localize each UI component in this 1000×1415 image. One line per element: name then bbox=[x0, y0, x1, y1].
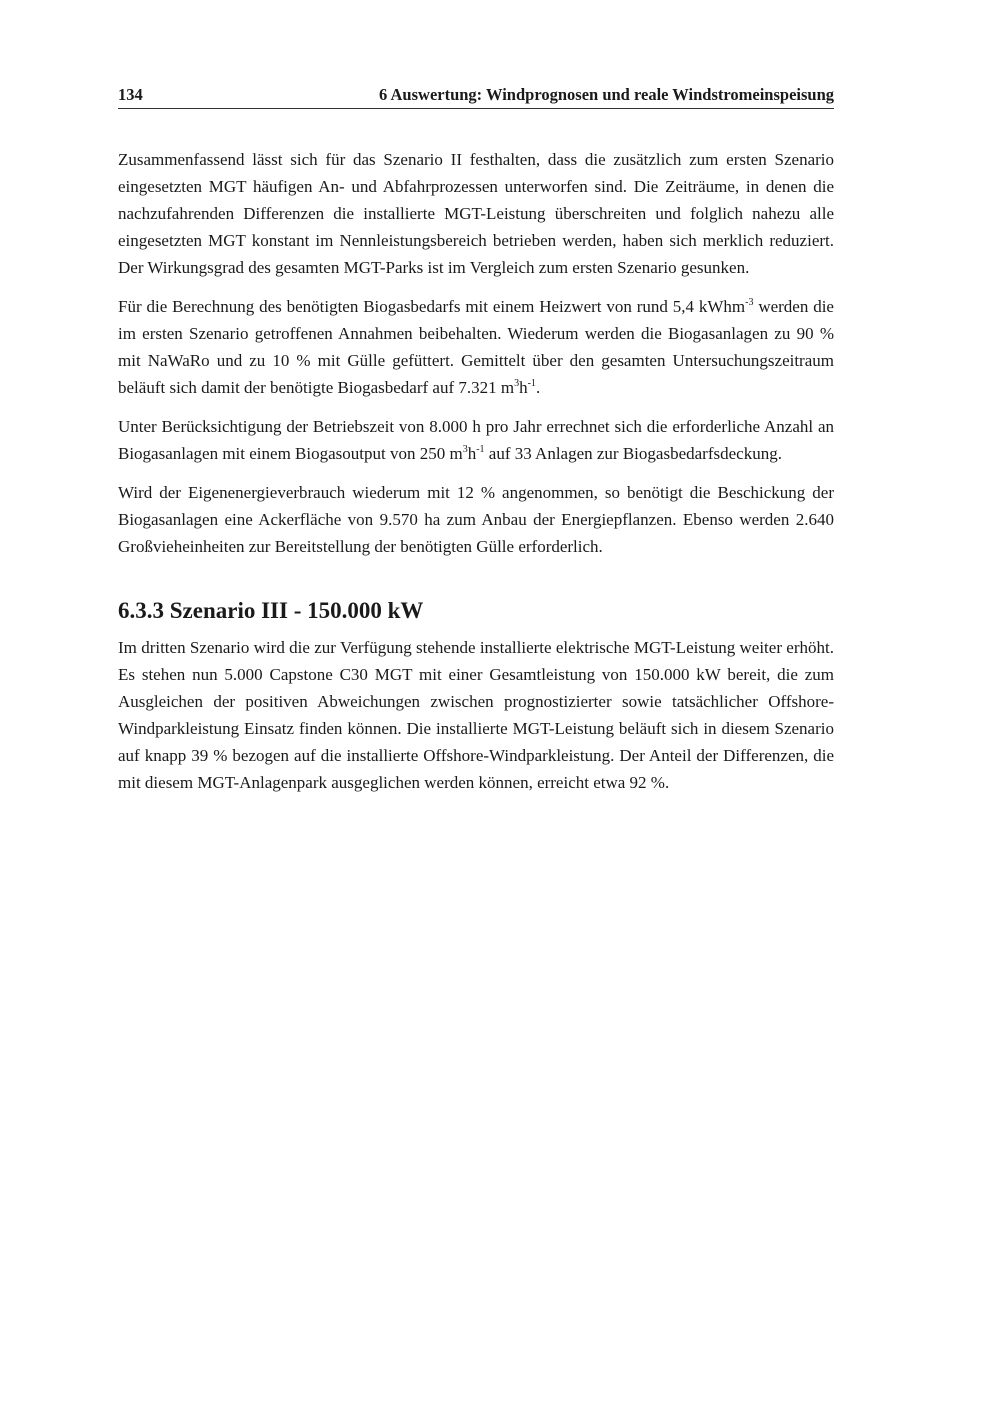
text-span: werden die im ersten Szenario getroffenen Annahmen beibehalten. Wiederum werden die Biogasanlagen zu 90 % mit NaWaRo und zu 10 % mit Gülle gefüttert. Gemittelt über den gesamten Untersuchungszeitraum beläuft sich damit der benötigte Biogasbedarf auf 7.321 m bbox=[118, 297, 834, 397]
text-span: . bbox=[535, 378, 541, 397]
text-span: Unter Berücksichtigung der Betriebszeit von 8.000 h pro Jahr errechnet sich die erforderliche Anzahl an Biogasanlagen mit einem Biogasoutput von 250 m bbox=[118, 417, 834, 463]
paragraph-land-use: Wird der Eigenenergieverbrauch wiederum mit 12 % angenommen, so benötigt die Beschickung der Biogasanlagen eine Ackerfläche von 9.570 ha zum Anbau der Energiepflanzen. Ebenso werden 2.640 Großvieheinheiten zur Bereitstellung der benötigten Gülle erforderlich. bbox=[118, 483, 834, 556]
superscript: -1 bbox=[476, 444, 485, 455]
superscript: 3 bbox=[462, 444, 468, 455]
superscript: -3 bbox=[745, 297, 754, 308]
section-heading: 6.3.3 Szenario III - 150.000 kW bbox=[118, 598, 424, 623]
page-header bbox=[118, 84, 834, 109]
superscript: -1 bbox=[527, 378, 536, 389]
paragraph-summary: Zusammenfassend lässt sich für das Szenario II festhalten, dass die zusätzlich zum ersten Szenario eingesetzten MGT häufigen An- und Abfahrprozessen unterworfen sind. Die Zeiträume, in denen die nachzufahrenden Differenzen die installierte MGT-Leistung überschreiten und folglich nahezu alle eingesetzten MGT konstant im Nennleistungsbereich betrieben werden, haben sich merklich reduziert. Der Wirkungsgrad des gesamten MGT-Parks ist im Vergleich zum ersten Szenario gesunken. bbox=[118, 150, 834, 277]
text-span: Für die Berechnung des benötigten Biogasbedarfs mit einem Heizwert von rund 5,4 kWhm bbox=[118, 297, 746, 316]
page-number: 134 bbox=[118, 85, 143, 104]
paragraph-scenario-three: Im dritten Szenario wird die zur Verfügung stehende installierte elektrische MGT-Leistung weiter erhöht. Es stehen nun 5.000 Capstone C30 MGT mit einer Gesamtleistung von 150.000 kW bereit, die zum Ausgleichen der positiven Abweichungen zwischen prognostizierter sowie tatsächlicher Offshore-Windparkleistung Einsatz finden können. Die installierte MGT-Leistung beläuft sich in diesem Szenario auf knapp 39 % bezogen auf die installierte Offshore-Windparkleistung. Der Anteil der Differenzen, die mit diesem MGT-Anlagenpark ausgeglichen werden können, erreicht etwa 92 %. bbox=[118, 638, 834, 792]
paragraph-plant-count bbox=[118, 413, 834, 467]
paragraph-biogas-demand bbox=[118, 293, 834, 401]
text-span: auf 33 Anlagen zur Biogasbedarfsdeckung. bbox=[484, 444, 782, 463]
page-body bbox=[118, 146, 834, 808]
text-span: h bbox=[519, 378, 528, 397]
superscript: 3 bbox=[514, 378, 520, 389]
running-chapter-title: 6 Auswertung: Windprognosen und reale Windstromeinspeisung bbox=[379, 85, 834, 104]
text-span: h bbox=[467, 444, 477, 463]
